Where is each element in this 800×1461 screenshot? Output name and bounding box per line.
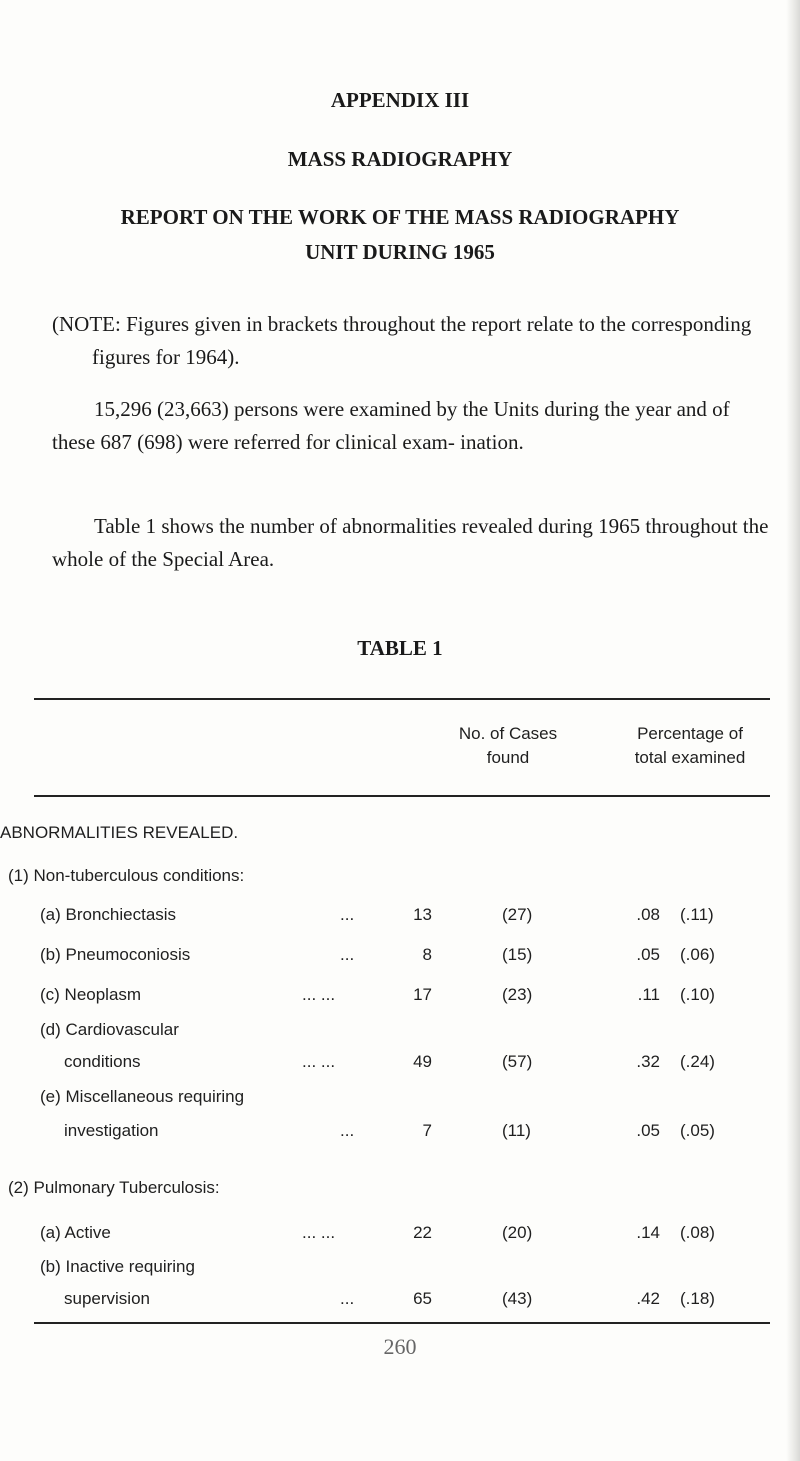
- pct-1964: (.05): [680, 1121, 715, 1140]
- pct-1965: .11: [637, 985, 660, 1004]
- pct-1964: (.08): [680, 1223, 715, 1242]
- examination-paragraph: 15,296 (23,663) persons were examined by the Units during the year and of these 687 (698) were referred for clinical exam- ination.: [52, 397, 730, 454]
- leader-dots: ... ...: [302, 1223, 336, 1242]
- pct-1964: (.10): [680, 985, 715, 1004]
- cases-1965: 13: [413, 905, 432, 924]
- pct-1965: .05: [636, 945, 660, 964]
- leader-dots: ...: [340, 1289, 355, 1308]
- table-intro-paragraph: Table 1 shows the number of abnormalities revealed during 1965 throughout the whole of the Special Area.: [52, 514, 769, 571]
- row-label-continued: supervision: [64, 1289, 150, 1308]
- table-bottom-rule: [34, 1322, 770, 1324]
- cases-1965: 65: [413, 1289, 432, 1308]
- report-title-line2: UNIT DURING 1965: [305, 240, 495, 264]
- table-title: TABLE 1: [357, 636, 443, 660]
- table-top-rule: [34, 698, 770, 700]
- row-label: (c) Neoplasm: [40, 985, 142, 1004]
- cases-1964: (11): [502, 1121, 531, 1140]
- report-title-line1: REPORT ON THE WORK OF THE MASS RADIOGRAPHY: [120, 205, 680, 229]
- col-header-percentage: Percentage of total examined: [634, 724, 746, 767]
- appendix-title: APPENDIX III: [330, 88, 470, 112]
- row-label: (b) Pneumoconiosis: [40, 945, 191, 964]
- cases-1964: (43): [502, 1289, 533, 1308]
- col-header-cases: No. of Cases found: [458, 724, 558, 767]
- cases-1964: (27): [502, 905, 533, 924]
- cases-1964: (23): [502, 985, 533, 1004]
- pct-1964: (.11): [680, 905, 714, 924]
- cases-1964: (57): [502, 1052, 533, 1071]
- pct-1964: (.18): [680, 1289, 715, 1308]
- group-heading-pulmonary-tb: (2) Pulmonary Tuberculosis:: [8, 1178, 220, 1197]
- row-label: (a) Bronchiectasis: [40, 905, 177, 924]
- row-label-continued: conditions: [64, 1052, 141, 1071]
- section-title: MASS RADIOGRAPHY: [287, 147, 513, 171]
- leader-dots: ... ...: [302, 985, 336, 1004]
- group-heading-non-tuberculous: (1) Non-tuberculous conditions:: [8, 866, 245, 885]
- pct-1965: .32: [636, 1052, 660, 1071]
- cases-1964: (15): [502, 945, 533, 964]
- row-label: (a) Active: [40, 1223, 111, 1242]
- leader-dots: ... ...: [302, 1052, 336, 1071]
- row-label: (e) Miscellaneous requiring: [40, 1087, 245, 1106]
- section-heading: ABNORMALITIES REVEALED.: [0, 823, 239, 842]
- pct-1965: .05: [636, 1121, 660, 1140]
- pct-1965: .14: [636, 1223, 660, 1242]
- row-label-continued: investigation: [64, 1121, 159, 1140]
- note-paragraph: (NOTE: Figures given in brackets throughout the report relate to the corresponding figures for 1964).: [52, 312, 752, 369]
- pct-1964: (.24): [680, 1052, 715, 1071]
- leader-dots: ...: [340, 905, 355, 924]
- cases-1964: (20): [502, 1223, 533, 1242]
- cases-1965: 49: [413, 1052, 432, 1071]
- table-header-rule: [34, 795, 770, 797]
- row-label: (d) Cardiovascular: [40, 1020, 179, 1039]
- leader-dots: ...: [340, 945, 355, 964]
- row-label: (b) Inactive requiring: [40, 1257, 195, 1276]
- leader-dots: ...: [340, 1121, 355, 1140]
- page-number: 260: [383, 1334, 417, 1359]
- pct-1964: (.06): [680, 945, 715, 964]
- cases-1965: 22: [413, 1223, 432, 1242]
- cases-1965: 17: [413, 985, 432, 1004]
- cases-1965: 8: [422, 945, 432, 964]
- cases-1965: 7: [422, 1121, 432, 1140]
- pct-1965: .42: [636, 1289, 660, 1308]
- pct-1965: .08: [636, 905, 660, 924]
